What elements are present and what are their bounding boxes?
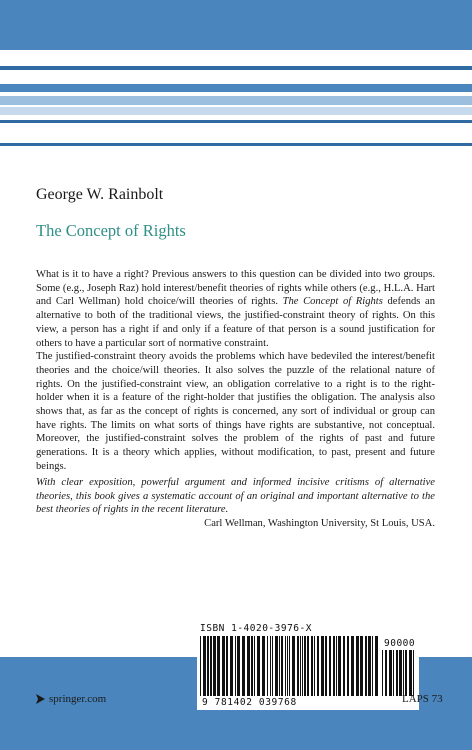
barcode-bar — [285, 636, 286, 696]
barcode-bar — [213, 636, 216, 696]
barcode-bar — [297, 636, 299, 696]
barcode-bar — [389, 650, 392, 696]
isbn-label: ISBN 1-4020-3976-X — [200, 623, 312, 634]
barcode-bar — [356, 636, 359, 696]
blurb-title-italic: The Concept of Rights — [282, 296, 383, 308]
barcode-bar — [336, 636, 337, 696]
top-blue-band — [0, 0, 472, 50]
review-section — [36, 476, 435, 531]
review-attribution: Carl Wellman, Washington University, St Louis, USA. — [204, 518, 435, 530]
barcode-bar — [372, 636, 373, 696]
barcode-bar — [207, 636, 209, 696]
barcode-bar — [385, 650, 387, 696]
barcode-bar — [237, 636, 240, 696]
blurb-paragraph-1: What is it to have a right? Previous answers to this question can be divided into two groups. Some (e.g., Joseph Raz) hold interest/benefit theories of rights while others (e.g., H.L.A. Hart and Carl Wellman) hold choice/will theories of rights. The Concept of Rights defends an alternative to both of the traditional views, the justified-constraint theory of rights. On this view, a person has a right if and only if a feature of that person is a sound justification for others to have a particular sort of normative constraint. — [36, 269, 435, 349]
barcode-bar — [304, 636, 306, 696]
series-number: LAPS 73 — [402, 693, 443, 705]
isbn-barcode — [200, 636, 378, 696]
barcode-bar — [351, 636, 354, 696]
author-name: George W. Rainbolt — [36, 186, 164, 203]
barcode-bar — [200, 636, 201, 696]
barcode-bar — [321, 636, 324, 696]
barcode-bar — [267, 636, 268, 696]
barcode-bar — [251, 636, 253, 696]
barcode-bar — [275, 636, 278, 696]
barcode-bar — [347, 636, 349, 696]
barcode-bar — [396, 650, 398, 696]
barcode-bar — [360, 636, 363, 696]
barcode-bar — [393, 650, 394, 696]
barcode-bar — [272, 636, 273, 696]
barcode-bar — [317, 636, 319, 696]
barcode-bar — [254, 636, 255, 696]
barcode-bar — [413, 650, 414, 696]
barcode-bar — [222, 636, 225, 696]
barcode-digits: 9 781402 039768 — [202, 697, 297, 708]
barcode-bar — [343, 636, 345, 696]
barcode-bar — [210, 636, 212, 696]
barcode-bar — [409, 650, 412, 696]
decorative-stripe — [0, 143, 472, 146]
barcode-bar — [333, 636, 335, 696]
publisher-label: springer.com — [49, 693, 107, 705]
barcode-bar — [257, 636, 260, 696]
barcode-bar — [300, 636, 301, 696]
decorative-stripe — [0, 66, 472, 70]
decorative-stripe — [0, 107, 472, 115]
barcode-bar — [217, 636, 220, 696]
book-title: The Concept of Rights — [36, 221, 186, 240]
price-barcode — [382, 650, 416, 696]
barcode-bar — [235, 636, 236, 696]
decorative-stripe — [0, 120, 472, 123]
barcode-bar — [307, 636, 309, 696]
publisher-link[interactable] — [36, 693, 106, 705]
back-cover-blurb — [36, 268, 435, 474]
barcode-bar — [279, 636, 280, 696]
barcode-bar — [270, 636, 271, 696]
price-code: 90000 — [384, 638, 416, 649]
barcode-bar — [242, 636, 245, 696]
barcode-bar — [247, 636, 250, 696]
barcode-bar — [289, 636, 290, 696]
barcode-bar — [405, 650, 407, 696]
barcode-bar — [399, 650, 402, 696]
barcode-bar — [382, 650, 383, 696]
barcode-bar — [203, 636, 206, 696]
blurb-paragraph-2: The justified-constraint theory avoids the problems which have bedeviled the interest/benefit theories and the choice/will theories. It also solves the puzzle of the relational nature of rights. On the justified-constraint view, an obligation correlative to a right is to the right-holder when it is a feature of the right-holder that justifies the obligation. The analysis also shows that, as far as the concept of rights is concerned, any sort of individual or group can have rights. The limits on what sorts of things have rights are substantive, not conceptual. Moreover, the justified-constraint solves the problem of the rights of past and future generations. It is a theory which applies, without modification, to past, present and future beings. — [36, 351, 435, 472]
barcode-bar — [302, 636, 303, 696]
barcode-bar — [329, 636, 331, 696]
barcode-bar — [314, 636, 315, 696]
decorative-stripe — [0, 84, 472, 92]
barcode-bar — [368, 636, 371, 696]
barcode-bar — [375, 636, 378, 696]
review-quote: With clear exposition, powerful argument and informed incisive critisms of alternative theories, this book gives a systematic account of an original and important alternative to the best theories of rights in the recent literature. — [36, 477, 435, 516]
barcode-bar — [365, 636, 367, 696]
decorative-stripe — [0, 96, 472, 105]
barcode-bar — [226, 636, 228, 696]
barcode-bar — [230, 636, 233, 696]
barcode-bar — [262, 636, 265, 696]
barcode-bar — [281, 636, 283, 696]
barcode-bar — [287, 636, 288, 696]
barcode-bar — [338, 636, 341, 696]
barcode-bar — [292, 636, 295, 696]
barcode-bar — [311, 636, 313, 696]
chevron-right-icon — [36, 694, 45, 704]
barcode-bar — [403, 650, 404, 696]
barcode-bar — [325, 636, 327, 696]
